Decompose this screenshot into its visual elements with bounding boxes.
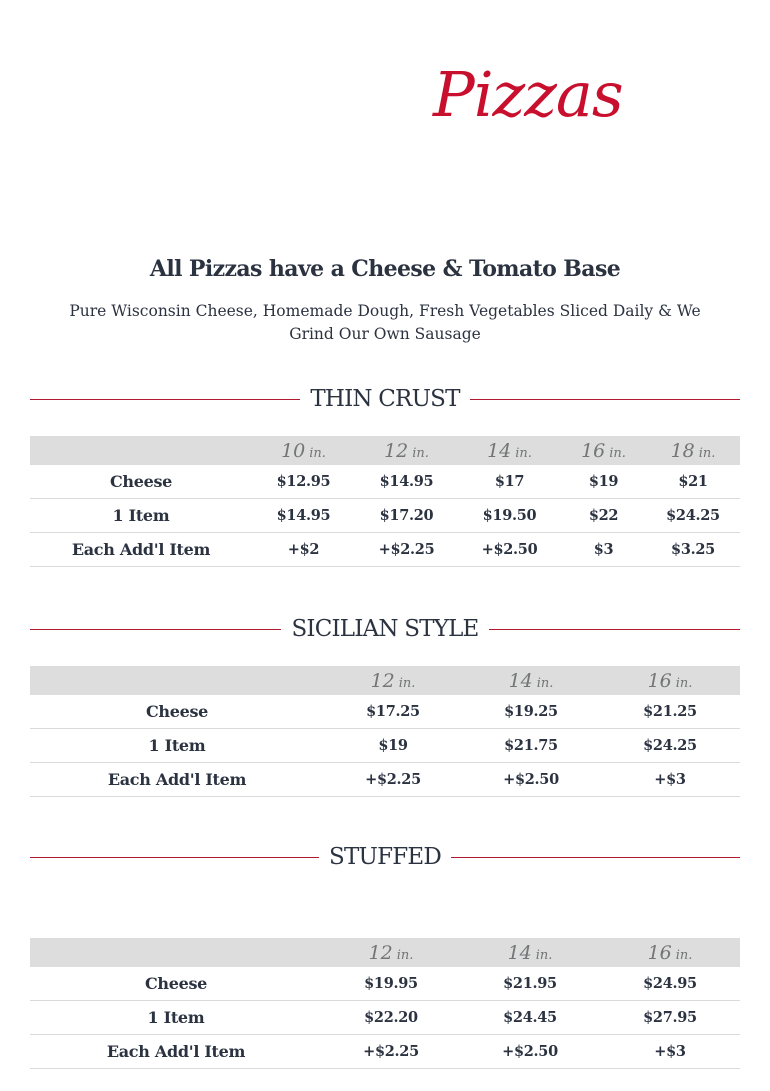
price-cell: $21.25 (600, 695, 740, 729)
table-row (30, 1001, 740, 1035)
section-title: THIN CRUST (310, 386, 460, 412)
row-label: Cheese (30, 695, 324, 729)
size-16: 16 in. (581, 439, 626, 462)
divider-line (30, 857, 319, 858)
thin-crust-price-table (30, 436, 740, 567)
price-cell: $21 (646, 465, 740, 499)
table-row (30, 499, 740, 533)
size-16: 16 in. (647, 941, 693, 964)
row-label: Each Add'l Item (30, 763, 324, 797)
price-cell: +$2.25 (324, 763, 462, 797)
table-row (30, 1035, 740, 1069)
section-header-stuffed (30, 842, 740, 872)
price-cell: +$2.25 (355, 533, 458, 567)
price-cell: $22.20 (322, 1001, 460, 1035)
size-header-row (30, 666, 740, 695)
size-12: 12 in. (384, 439, 429, 462)
size-14: 14 in. (507, 941, 553, 964)
price-cell: $14.95 (252, 499, 355, 533)
price-cell: $17.20 (355, 499, 458, 533)
price-cell: $19.50 (458, 499, 561, 533)
corner-cell (30, 666, 324, 695)
divider-line (489, 629, 740, 630)
size-14: 14 in. (487, 439, 532, 462)
size-12: 12 in. (370, 669, 416, 692)
size-10: 10 in. (281, 439, 326, 462)
section-header-thin-crust (30, 384, 740, 414)
price-cell: $22 (561, 499, 646, 533)
table-row (30, 533, 740, 567)
price-cell: +$2 (252, 533, 355, 567)
section-title: STUFFED (328, 844, 442, 870)
stuffed-price-table (30, 938, 740, 1069)
price-cell: $12.95 (252, 465, 355, 499)
row-label: Cheese (30, 465, 252, 499)
price-cell: $24.95 (600, 967, 740, 1001)
divider-line (470, 399, 740, 400)
price-cell: $3.25 (646, 533, 740, 567)
headline: All Pizzas have a Cheese & Tomato Base (149, 256, 621, 282)
price-cell: +$2.25 (322, 1035, 460, 1069)
row-label: Each Add'l Item (30, 1035, 322, 1069)
subheadline: Pure Wisconsin Cheese, Homemade Dough, Fresh Vegetables Sliced Daily & We Grind Our Own Sausage (69, 302, 701, 343)
price-cell: $27.95 (600, 1001, 740, 1035)
price-cell: $17.25 (324, 695, 462, 729)
row-label: 1 Item (30, 729, 324, 763)
size-16: 16 in. (647, 669, 693, 692)
price-cell: $19 (561, 465, 646, 499)
price-cell: $19.95 (322, 967, 460, 1001)
row-label: Each Add'l Item (30, 533, 252, 567)
table-row (30, 967, 740, 1001)
size-header-row (30, 938, 740, 967)
price-cell: +$2.50 (460, 1035, 600, 1069)
table-row (30, 729, 740, 763)
size-18: 18 in. (670, 439, 716, 462)
size-12: 12 in. (368, 941, 414, 964)
divider-line (451, 857, 740, 858)
price-cell: $21.95 (460, 967, 600, 1001)
corner-cell (30, 938, 322, 967)
price-cell: $21.75 (462, 729, 600, 763)
price-cell: $17 (458, 465, 561, 499)
table-row (30, 763, 740, 797)
price-cell: $24.25 (600, 729, 740, 763)
corner-cell (30, 436, 252, 465)
price-cell: +$2.50 (462, 763, 600, 797)
price-cell: $3 (561, 533, 646, 567)
divider-line (30, 399, 300, 400)
price-cell: $14.95 (355, 465, 458, 499)
row-label: Cheese (30, 967, 322, 1001)
table-row (30, 465, 740, 499)
section-title: SICILIAN STYLE (291, 616, 479, 642)
price-cell: +$3 (600, 1035, 740, 1069)
price-cell: $24.25 (646, 499, 740, 533)
section-header-sicilian-style (30, 614, 740, 644)
size-14: 14 in. (508, 669, 554, 692)
divider-line (30, 629, 281, 630)
price-cell: $24.45 (460, 1001, 600, 1035)
page-title: Pizzas (433, 58, 623, 131)
size-header-row (30, 436, 740, 465)
row-label: 1 Item (30, 1001, 322, 1035)
price-cell: +$2.50 (458, 533, 561, 567)
sicilian-style-price-table (30, 666, 740, 797)
price-cell: $19.25 (462, 695, 600, 729)
table-row (30, 695, 740, 729)
price-cell: +$3 (600, 763, 740, 797)
row-label: 1 Item (30, 499, 252, 533)
price-cell: $19 (324, 729, 462, 763)
